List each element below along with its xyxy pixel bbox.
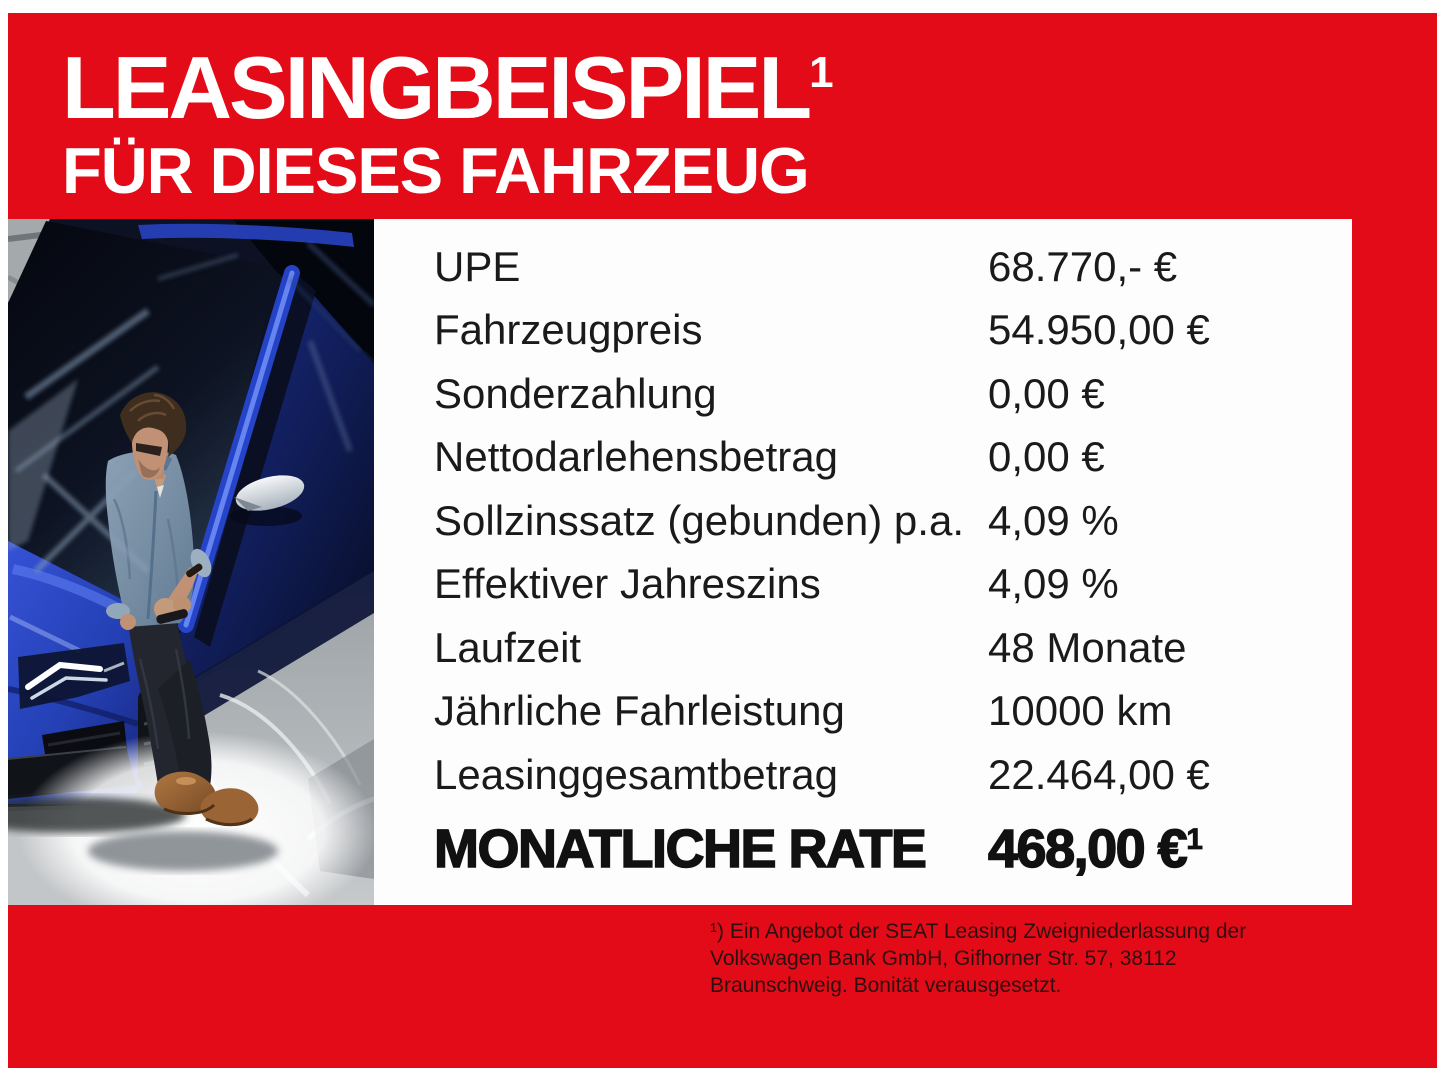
table-row bbox=[434, 743, 1352, 807]
row-value: 54.950,00 € bbox=[988, 306, 1210, 354]
table-row bbox=[434, 235, 1352, 299]
table-row bbox=[434, 426, 1352, 490]
leasing-rows bbox=[434, 235, 1352, 807]
row-value: 68.770,- € bbox=[988, 242, 1178, 290]
table-row bbox=[434, 489, 1352, 553]
row-value: 22.464,00 € bbox=[988, 750, 1210, 798]
row-label: Jährliche Fahrleistung bbox=[434, 687, 845, 735]
page-subtitle: FÜR DIESES FAHRZEUG bbox=[62, 134, 809, 207]
row-value: 10000 km bbox=[988, 687, 1173, 735]
row-value: 48 Monate bbox=[988, 623, 1187, 671]
row-label: Sonderzahlung bbox=[434, 369, 717, 417]
footnote-line-2: Volkswagen Bank GmbH, Gifhorner Str. 57, 38112 bbox=[710, 947, 1177, 970]
row-value: 4,09 % bbox=[988, 496, 1119, 544]
content-band bbox=[8, 219, 1352, 905]
table-row bbox=[434, 553, 1352, 617]
monthly-rate-value: 468,00 €$^1$ bbox=[988, 818, 1202, 879]
page-title bbox=[62, 38, 834, 137]
row-label: Fahrzeugpreis bbox=[434, 306, 703, 354]
vehicle-photo-art bbox=[8, 219, 374, 905]
row-value: 0,00 € bbox=[988, 369, 1105, 417]
monthly-rate-row bbox=[434, 814, 1352, 884]
table-row bbox=[434, 680, 1352, 744]
row-value: 0,00 € bbox=[988, 433, 1105, 481]
row-label: UPE bbox=[434, 242, 521, 290]
row-label: Nettodarlehensbetrag bbox=[434, 433, 838, 481]
footnote-line-1: ¹) Ein Angebot der SEAT Leasing Zweigniederlassung der bbox=[710, 920, 1247, 943]
red-background bbox=[8, 13, 1437, 1068]
monthly-rate-label: MONATLICHE RATE bbox=[434, 818, 926, 879]
footnote-line-3: Braunschweig. Bonität verausgesetzt. bbox=[710, 974, 1062, 997]
row-label: Leasinggesamtbetrag bbox=[434, 750, 838, 798]
table-row bbox=[434, 362, 1352, 426]
legal-footnote bbox=[710, 918, 1370, 999]
page-title-superscript: 1 bbox=[809, 48, 834, 97]
row-label: Effektiver Jahreszins bbox=[434, 560, 821, 608]
leasing-table bbox=[374, 219, 1352, 905]
page-title-text: LEASINGBEISPIEL bbox=[62, 38, 810, 137]
row-label: Laufzeit bbox=[434, 623, 582, 671]
row-value: 4,09 % bbox=[988, 560, 1119, 608]
vehicle-photo bbox=[8, 219, 374, 905]
row-label: Sollzinssatz (gebunden) p.a. bbox=[434, 496, 964, 544]
table-row bbox=[434, 616, 1352, 680]
table-row bbox=[434, 299, 1352, 363]
monthly-rate-superscript: 1 bbox=[1186, 822, 1202, 856]
